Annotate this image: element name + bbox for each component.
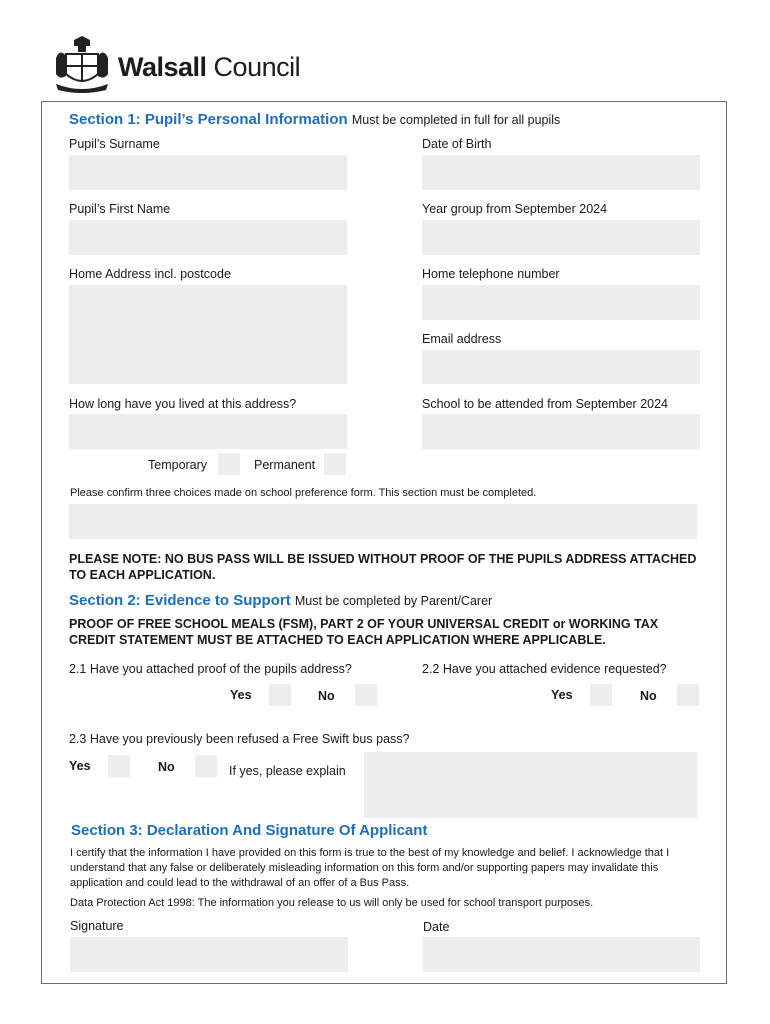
section1-note: Must be completed in full for all pupils [351, 113, 561, 127]
section3-title: Section 3: Declaration And Signature Of Applicant [71, 822, 428, 839]
surname-label: Pupil’s Surname [69, 137, 160, 151]
how-long-field[interactable] [69, 414, 347, 449]
q23-yes-checkbox[interactable] [108, 755, 130, 777]
q23-yes-label: Yes [69, 759, 91, 773]
address-proof-notice: PLEASE NOTE: NO BUS PASS WILL BE ISSUED WITHOUT PROOF OF THE PUPILS ADDRESS ATTACHED TO EACH APPLICATION. [69, 552, 697, 582]
section1-title [69, 111, 560, 128]
section1-title-text: Section 1: Pupil’s Personal Information [69, 111, 348, 128]
signature-label: Signature [70, 919, 124, 933]
brand-rest: Council [206, 52, 301, 82]
address-label: Home Address incl. postcode [69, 267, 231, 281]
q22-yes-checkbox[interactable] [590, 684, 612, 706]
certify-text: I certify that the information I have provided on this form is true to the best of my knowledge and belief. I acknowledge that I understand that any false or deliberately misleading information on this form and/or supporting papers may invalidate this application and could lead to the withdrawal of an offer of a Bus Pass. [70, 847, 670, 889]
brand-bold: Walsall [118, 52, 207, 82]
q22-no-checkbox[interactable] [677, 684, 699, 706]
email-label: Email address [422, 332, 502, 346]
q21-no-label: No [318, 689, 335, 703]
q21-label: 2.1 Have you attached proof of the pupils address? [69, 662, 352, 676]
q22-label: 2.2 Have you attached evidence requested? [422, 662, 667, 676]
q23-label: 2.3 Have you previously been refused a Free Swift bus pass? [69, 732, 410, 746]
coat-of-arms-icon [52, 36, 112, 94]
first-name-label: Pupil’s First Name [69, 202, 171, 216]
school-field[interactable] [422, 414, 700, 449]
proof-notice: PROOF OF FREE SCHOOL MEALS (FSM), PART 2 OF YOUR UNIVERSAL CREDIT or WORKING TAX CREDIT STATEMENT MUST BE ATTACHED TO EACH APPLICATION WHERE APPLICABLE. [69, 617, 659, 647]
brand-name [118, 52, 300, 83]
address-field[interactable] [69, 285, 347, 384]
q22-no-label: No [640, 689, 657, 703]
dob-label: Date of Birth [422, 137, 492, 151]
q21-yes-checkbox[interactable] [269, 684, 291, 706]
q22-yes-label: Yes [551, 688, 573, 702]
phone-field[interactable] [422, 285, 700, 320]
first-name-field[interactable] [69, 220, 347, 255]
date-field[interactable] [423, 937, 700, 972]
dob-field[interactable] [422, 155, 700, 190]
section2-title [69, 592, 492, 609]
email-field[interactable] [422, 350, 700, 384]
permanent-label: Permanent [254, 458, 316, 472]
section2-note: Must be completed by Parent/Carer [294, 594, 493, 608]
q21-no-checkbox[interactable] [355, 684, 377, 706]
q23-no-checkbox[interactable] [195, 755, 217, 777]
how-long-label: How long have you lived at this address? [69, 397, 297, 411]
signature-field[interactable] [70, 937, 348, 972]
school-label: School to be attended from September 2024 [422, 397, 668, 411]
choices-label: Please confirm three choices made on school preference form. This section must be completed. [70, 487, 537, 499]
temporary-checkbox[interactable] [218, 453, 240, 475]
phone-label: Home telephone number [422, 267, 560, 281]
q21-yes-label: Yes [230, 688, 252, 702]
year-group-field[interactable] [422, 220, 700, 255]
data-protection-text: Data Protection Act 1998: The information you release to us will only be used for school transport purposes. [70, 897, 594, 909]
explain-label: If yes, please explain [229, 764, 346, 778]
choices-field[interactable] [69, 504, 697, 539]
explain-field[interactable] [364, 752, 697, 818]
section2-title-text: Section 2: Evidence to Support [69, 592, 291, 609]
year-group-label: Year group from September 2024 [422, 202, 608, 216]
surname-field[interactable] [69, 155, 347, 190]
date-label: Date [423, 920, 450, 934]
q23-no-label: No [158, 760, 175, 774]
temporary-label: Temporary [148, 458, 208, 472]
permanent-checkbox[interactable] [324, 453, 346, 475]
